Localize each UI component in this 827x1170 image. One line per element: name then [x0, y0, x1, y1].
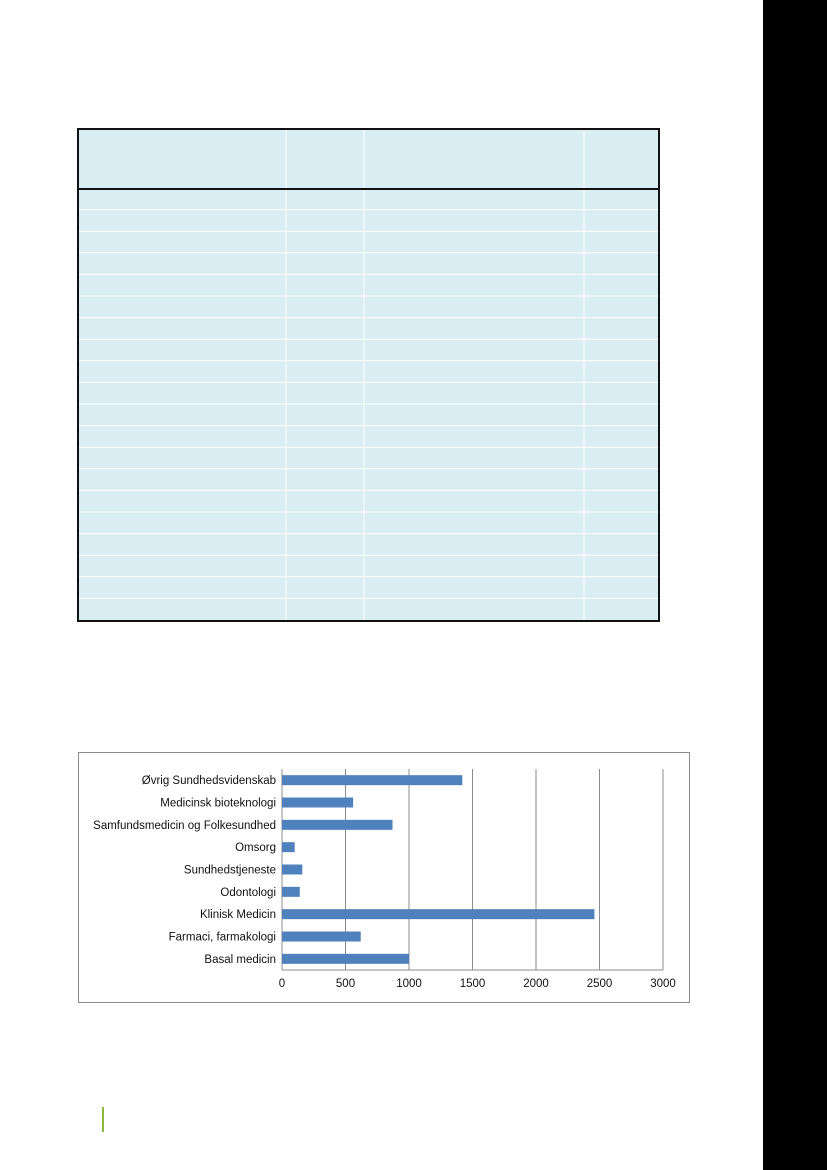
bar-chart: [78, 752, 690, 1003]
x-tick-label: 0: [278, 978, 286, 990]
bar: [282, 954, 409, 964]
category-label: Basal medicin: [204, 953, 276, 966]
category-label: Odontologi: [220, 886, 276, 899]
bar: [282, 887, 300, 897]
bar: [282, 820, 392, 830]
table-background: [79, 130, 658, 620]
table-header-rule: [79, 188, 658, 190]
category-label: Samfundsmedicin og Folkesundhed: [93, 819, 276, 832]
x-tick-label: 3000: [650, 978, 676, 990]
category-label: Sundhedstjeneste: [183, 864, 276, 877]
table-grid: [79, 130, 658, 620]
x-tick-label: 500: [335, 978, 356, 990]
x-tick-label: 1500: [459, 978, 486, 990]
bar: [282, 932, 361, 942]
bar: [282, 842, 295, 852]
bar-chart-plot: [79, 753, 689, 1002]
bar: [282, 909, 594, 919]
page-edge-strip: [763, 0, 827, 1170]
category-label: Medicinsk bioteknologi: [160, 797, 276, 810]
x-tick-label: 1000: [396, 978, 422, 990]
category-label: Klinisk Medicin: [199, 909, 276, 922]
x-tick-label: 2500: [586, 978, 613, 990]
bar: [282, 798, 353, 808]
category-label: Øvrig Sundhedsvidenskab: [141, 775, 276, 788]
category-label: Omsorg: [235, 842, 276, 855]
bar: [282, 775, 462, 785]
footer-accent-line: [102, 1107, 104, 1132]
bar: [282, 865, 302, 875]
x-tick-label: 2000: [523, 978, 549, 990]
category-label: Farmaci, farmakologi: [168, 931, 276, 944]
data-table: [77, 128, 660, 622]
